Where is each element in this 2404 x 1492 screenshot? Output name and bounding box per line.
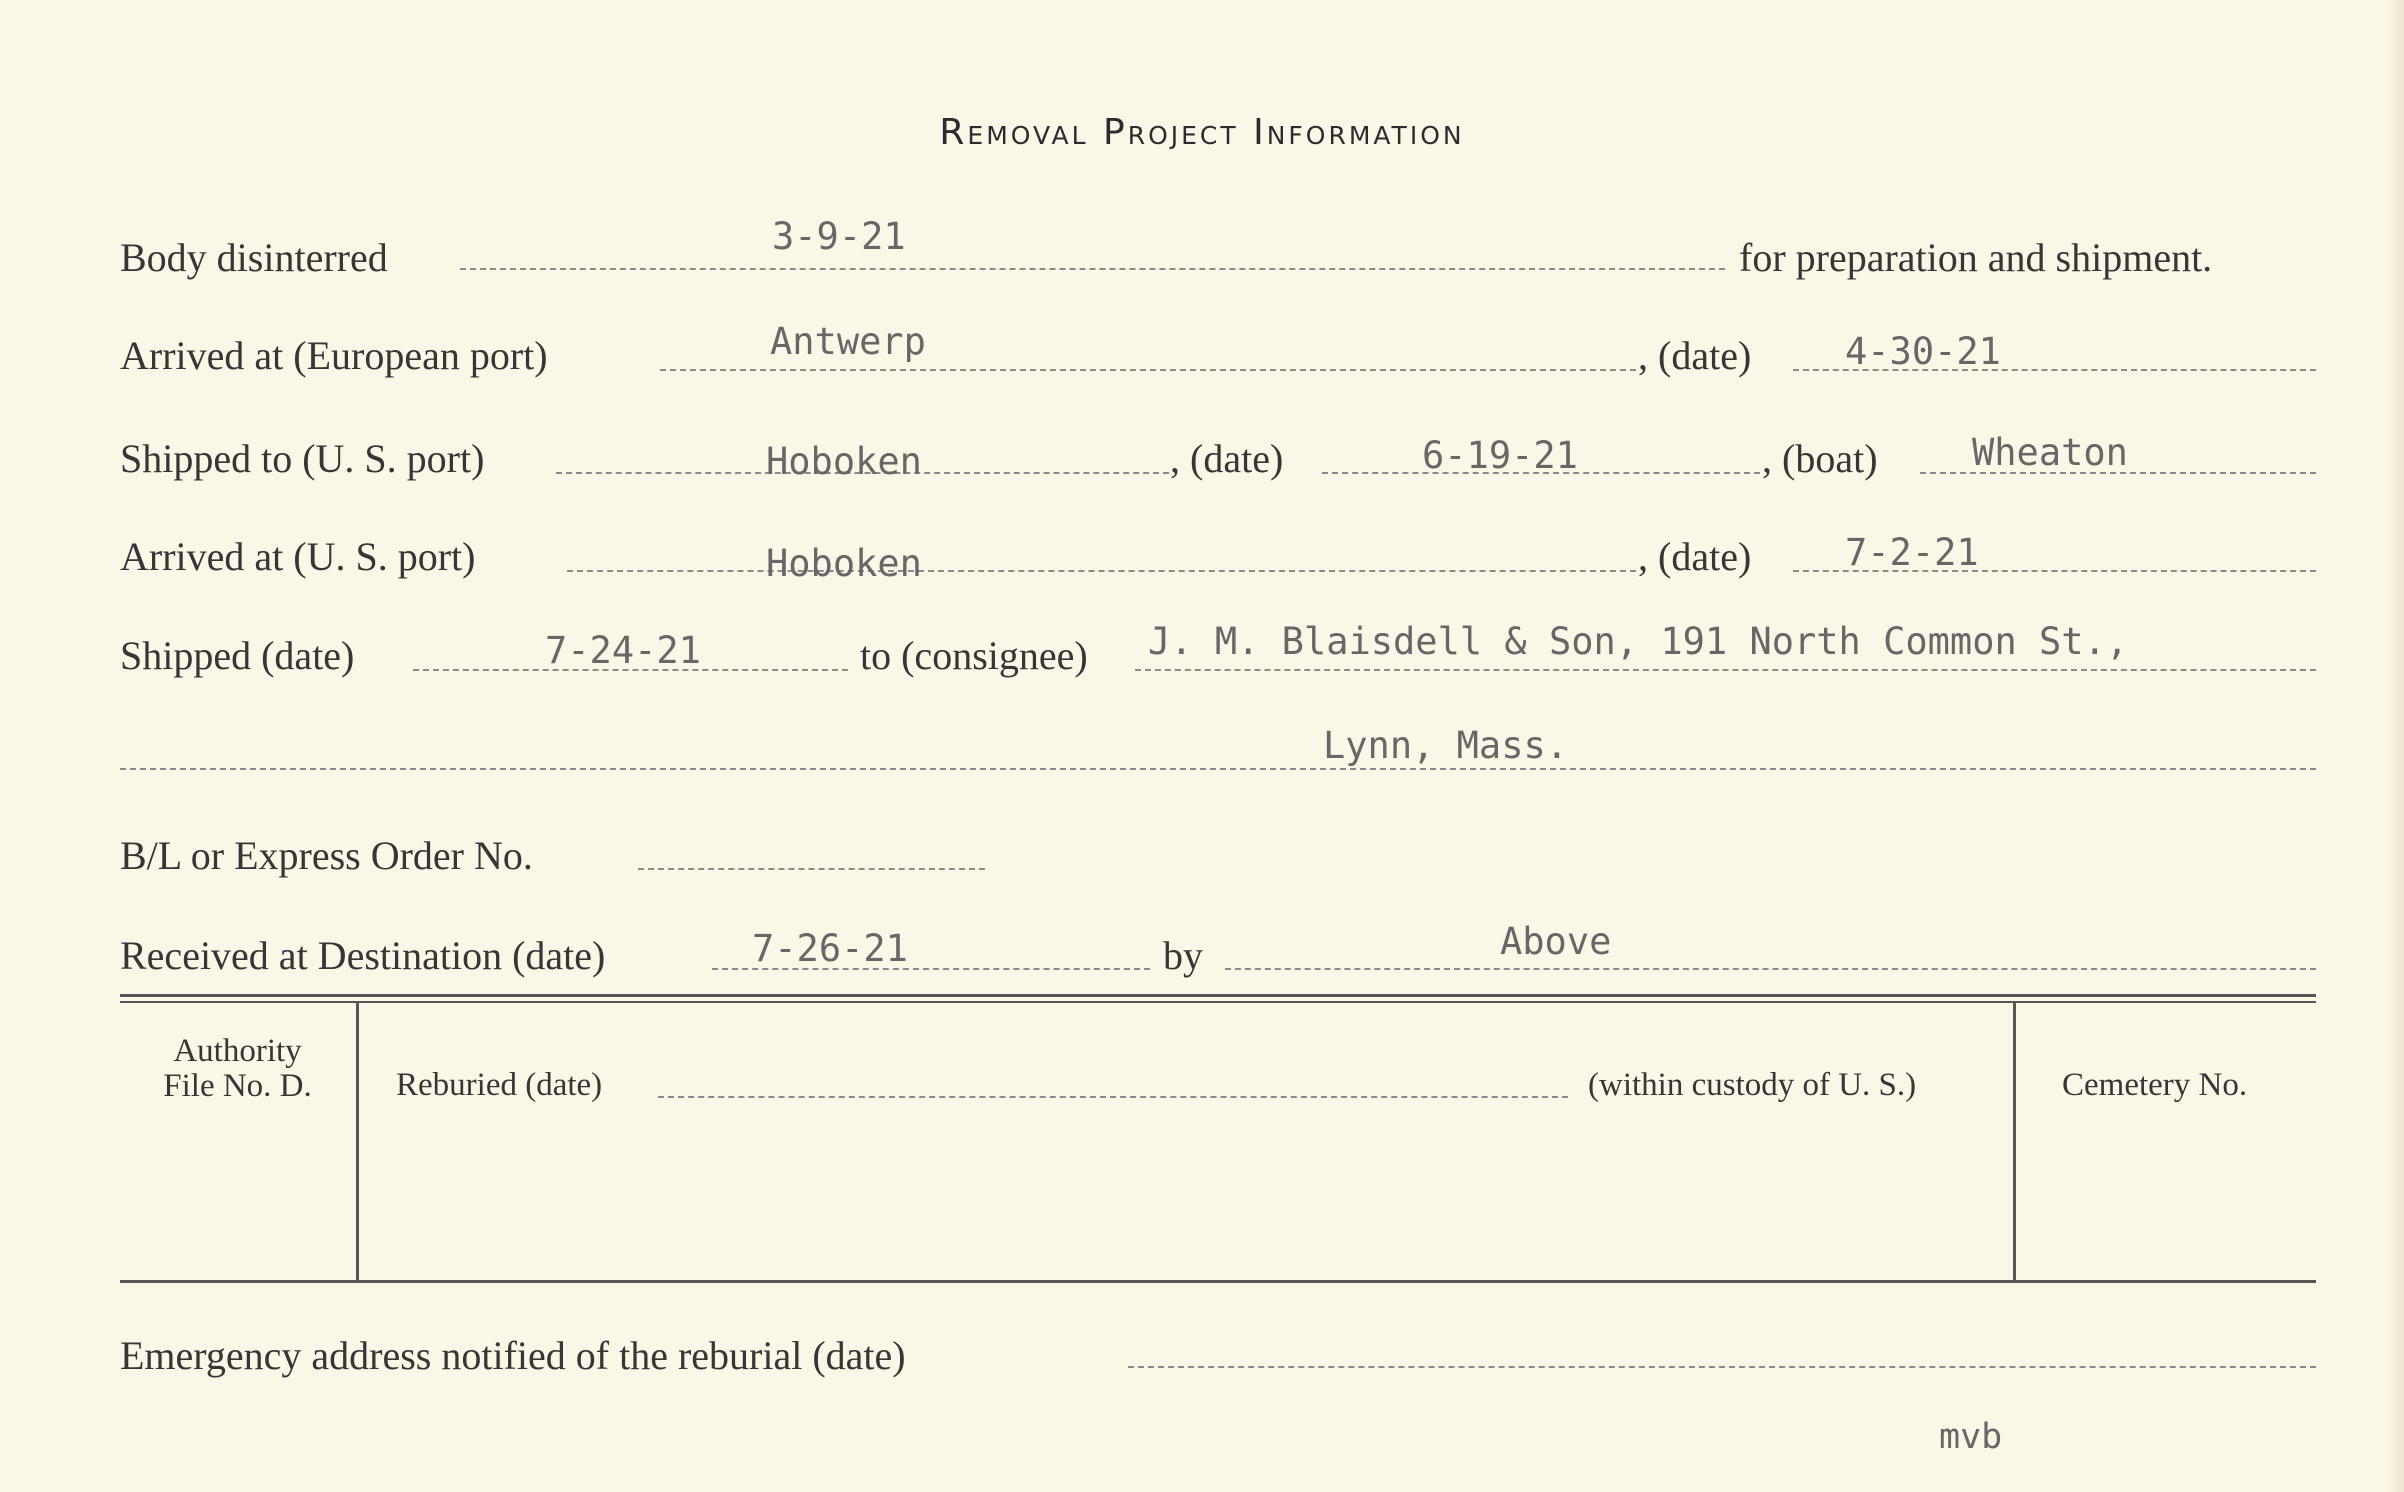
consignee-line-2 [120, 768, 2316, 770]
reburied-label: Reburied (date) [396, 1067, 603, 1103]
arrived-us-line [567, 570, 1636, 572]
arrived-us-date: 7-2-21 [1845, 531, 1979, 574]
received-by-value: Above [1500, 920, 1612, 963]
arrived-european-date-label: , (date) [1638, 333, 1752, 378]
box-bottom-rule [120, 1280, 2316, 1283]
consignee-line [1135, 669, 2316, 671]
form-title: Removal Project Information [939, 112, 1465, 153]
shipped-to-us-date: 6-19-21 [1422, 434, 1578, 477]
received-by-label: by [1163, 933, 1203, 978]
shipped-to-us-boat: Wheaton [1972, 431, 2128, 474]
arrived-european-line [660, 369, 1636, 371]
arrived-us-date-label: , (date) [1638, 534, 1752, 579]
shipped-to-us-boat-label: , (boat) [1762, 436, 1878, 481]
received-date: 7-26-21 [752, 927, 908, 970]
reburied-line [658, 1096, 1568, 1098]
box-top-rule-1 [120, 994, 2316, 997]
bl-order-label: B/L or Express Order No. [120, 833, 533, 878]
arrived-european-label: Arrived at (European port) [120, 333, 548, 378]
received-label: Received at Destination (date) [120, 933, 606, 978]
body-disinterred-label: Body disinterred [120, 235, 388, 280]
body-disinterred-line [460, 268, 1725, 270]
bl-order-line [638, 868, 985, 870]
custody-label: (within custody of U. S.) [1588, 1067, 1917, 1103]
arrived-us-port: Hoboken [766, 542, 922, 585]
body-disinterred-suffix: for preparation and shipment. [1739, 235, 2213, 280]
emergency-label: Emergency address notified of the reburial (date) [120, 1333, 906, 1378]
box-divider-right [2013, 1003, 2016, 1280]
arrived-european-date: 4-30-21 [1845, 330, 2001, 373]
card-edge-shadow [2386, 0, 2404, 1492]
received-by-line [1225, 968, 2316, 970]
consignee-value: J. M. Blaisdell & Son, 191 North Common St., [1148, 620, 2129, 663]
arrived-european-port: Antwerp [770, 320, 926, 363]
box-top-rule-2 [120, 1001, 2316, 1003]
shipped-date-value: 7-24-21 [545, 629, 701, 672]
shipped-to-us-port: Hoboken [766, 440, 922, 483]
shipped-date-label: Shipped (date) [120, 633, 355, 678]
emergency-line [1128, 1366, 2316, 1368]
clerk-initials: mvb [1939, 1417, 2003, 1457]
arrived-us-label: Arrived at (U. S. port) [120, 534, 476, 579]
shipped-to-us-date-label: , (date) [1170, 436, 1284, 481]
authority-label: Authority [173, 1033, 302, 1069]
cemetery-label: Cemetery No. [2062, 1067, 2248, 1103]
consignee-label: to (consignee) [860, 633, 1088, 678]
box-divider-left [356, 1003, 359, 1280]
file-no-label: File No. D. [163, 1068, 312, 1104]
shipped-to-us-label: Shipped to (U. S. port) [120, 436, 485, 481]
consignee-value-line2: Lynn, Mass. [1323, 724, 1569, 767]
body-disinterred-value: 3-9-21 [772, 215, 906, 258]
